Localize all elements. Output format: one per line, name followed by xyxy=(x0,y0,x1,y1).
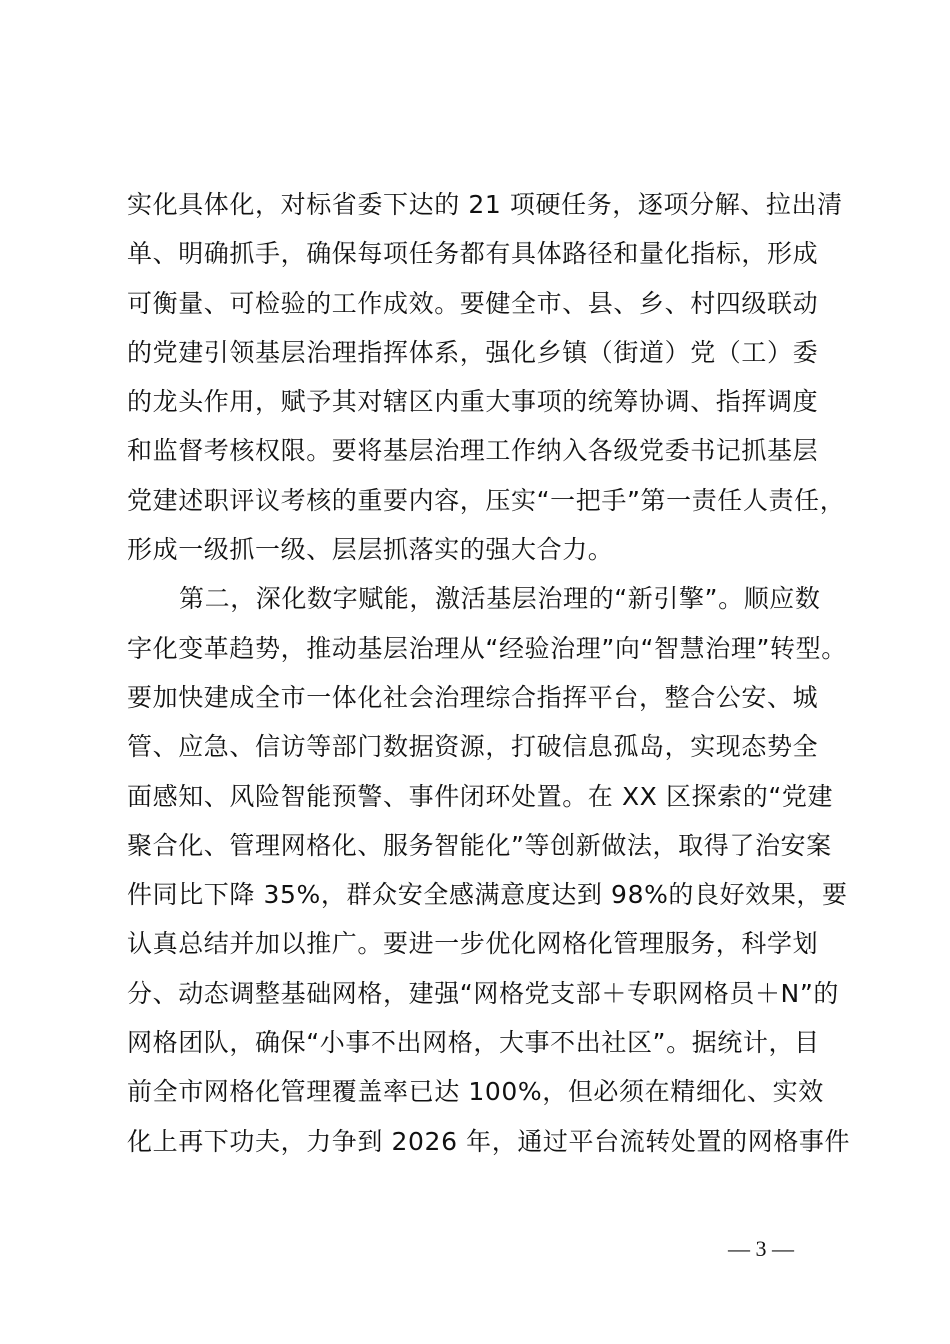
text-line: 认真总结并加以推广。要进一步优化网格化管理服务，科学划 xyxy=(127,929,819,959)
text-line: 的龙头作用，赋予其对辖区内重大事项的统筹协调、指挥调度 xyxy=(127,387,819,417)
paragraph-2 xyxy=(127,578,851,1170)
text-line: 前全市网格化管理覆盖率已达 100%，但必须在精细化、实效 xyxy=(127,1077,824,1107)
paragraph-1 xyxy=(127,184,846,578)
text-line: 分、动态调整基础网格，建强“网格党支部＋专职网格员＋N”的 xyxy=(127,978,840,1008)
text-line: 实化具体化，对标省委下达的 21 项硬任务，逐项分解、拉出清 xyxy=(127,190,843,219)
text-line: 的党建引领基层治理指挥体系，强化乡镇（街道）党（工）委 xyxy=(127,337,819,367)
text-line: 网格团队，确保“小事不出网格，大事不出社区”。据统计，目 xyxy=(127,1028,820,1058)
text-line-first-indented: 第二，深化数字赋能，激活基层治理的“新引擎”。顺应数 xyxy=(179,584,821,614)
text-line: 单、明确抓手，确保每项任务都有具体路径和量化指标，形成 xyxy=(127,239,819,269)
text-line: 聚合化、管理网格化、服务智能化”等创新做法，取得了治安案 xyxy=(127,830,832,860)
body-text xyxy=(127,184,851,1170)
text-line: 化上再下功夫，力争到 2026 年，通过平台流转处置的网格事件 xyxy=(127,1126,851,1156)
text-line: 和监督考核权限。要将基层治理工作纳入各级党委书记抓基层 xyxy=(127,436,819,466)
text-line: 要加快建成全市一体化社会治理综合指挥平台，整合公安、城 xyxy=(127,682,819,712)
text-line: 党建述职评议考核的重要内容，压实“一把手”第一责任人责任， xyxy=(127,485,846,515)
text-line: 形成一级抓一级、层层抓落实的强大合力。 xyxy=(127,535,614,565)
text-line: 管、应急、信访等部门数据资源，打破信息孤岛，实现态势全 xyxy=(127,732,819,762)
text-line: 面感知、风险智能预警、事件闭环处置。在 XX 区探索的“党建 xyxy=(127,781,834,811)
text-line: 件同比下降 35%，群众安全感满意度达到 98%的良好效果，要 xyxy=(127,880,848,910)
text-line: 字化变革趋势，推动基层治理从“经验治理”向“智慧治理”转型。 xyxy=(127,633,847,663)
page-number: — 3 — xyxy=(728,1236,794,1261)
text-line: 可衡量、可检验的工作成效。要健全市、县、乡、村四级联动 xyxy=(127,288,819,318)
